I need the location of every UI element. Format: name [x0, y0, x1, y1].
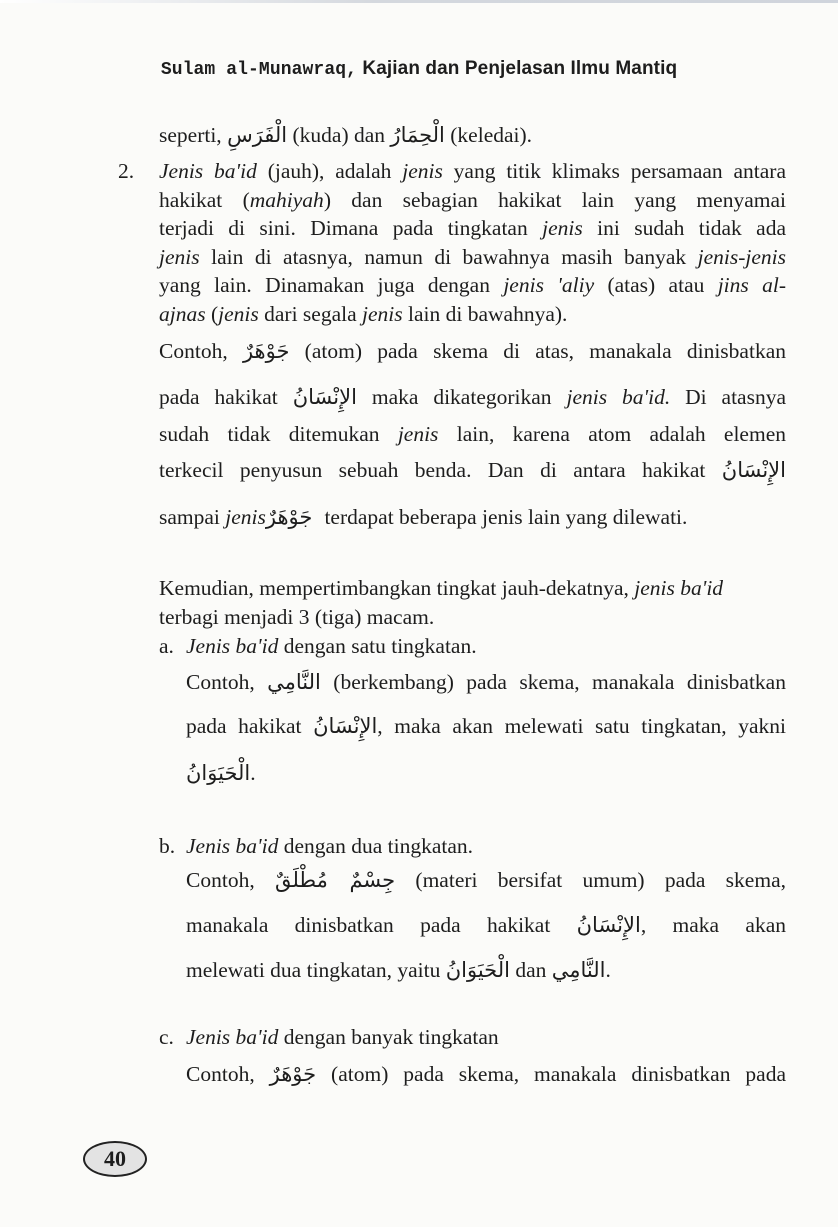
text-line: ajnas (jenis dari segala jenis lain di bawahnya).	[159, 302, 568, 326]
text-line: Contoh, جَوْهَرٌ (atom) pada skema, manakala dinisbatkan pada	[186, 1062, 786, 1086]
text-line: yang lain. Dinamakan juga dengan jenis 'aliy (atas) atau jins al-	[159, 273, 786, 297]
text-line: الْحَيَوَانُ.	[186, 761, 256, 785]
list-number: 2.	[118, 159, 135, 183]
sublist-heading: Jenis ba'id dengan banyak tingkatan	[186, 1025, 499, 1049]
arabic-term: جَوْهَرٌ	[269, 1062, 317, 1086]
sublist-heading: Jenis ba'id dengan satu tingkatan.	[186, 634, 477, 658]
arabic-term: الإِنْسَانُ	[313, 714, 378, 738]
text-line: manakala dinisbatkan pada hakikat الإِنْسَانُ, maka akan	[186, 913, 786, 937]
text-line: melewati dua tingkatan, yaitu الْحَيَوَانُ dan النَّامِي.	[186, 958, 611, 982]
arabic-term: جَوْهَرٌ	[265, 505, 320, 529]
text-line: Contoh, جِسْمٌ مُطْلَقٌ (materi bersifat umum) pada skema,	[186, 868, 786, 892]
page-number: 40	[83, 1141, 147, 1177]
sublist-heading: Jenis ba'id dengan dua tingkatan.	[186, 834, 474, 858]
text-line: hakikat (mahiyah) dan sebagian hakikat lain yang menyamai	[159, 188, 786, 212]
text-line: pada hakikat الإِنْسَانُ, maka akan melewati satu tingkatan, yakni	[186, 714, 786, 738]
text-line: Kemudian, mempertimbangkan tingkat jauh-dekatnya, jenis ba'id	[159, 576, 724, 600]
text-line: terkecil penyusun sebuah benda. Dan di antara hakikat الإِنْسَانُ	[159, 458, 786, 482]
list-letter: a.	[159, 634, 174, 658]
top-rule	[0, 0, 838, 3]
text-line: terjadi di sini. Dimana pada tingkatan jenis ini sudah tidak ada	[159, 216, 786, 240]
arabic-term: الْفَرَسِ	[227, 123, 288, 147]
list-letter: b.	[159, 834, 176, 858]
text-line: jenis lain di atasnya, namun di bawahnya masih banyak jenis-jenis	[159, 245, 786, 269]
arabic-term: الإِنْسَانُ	[576, 913, 641, 937]
arabic-term: الْحَيَوَانُ	[186, 761, 251, 785]
text-line: sampai jenis جَوْهَرٌ terdapat beberapa jenis lain yang dilewati.	[159, 505, 688, 529]
arabic-term: جَوْهَرٌ	[242, 339, 290, 363]
running-head	[0, 58, 838, 80]
arabic-term: الإِنْسَانُ	[721, 458, 786, 482]
arabic-term: النَّامِي	[551, 958, 606, 982]
arabic-term: النَّامِي	[267, 670, 321, 694]
text-line: Contoh, جَوْهَرٌ (atom) pada skema di atas, manakala dinisbatkan	[159, 339, 786, 363]
text-line: Jenis ba'id (jauh), adalah jenis yang titik klimaks persamaan antara	[159, 159, 787, 183]
running-head-subtitle: Kajian dan Penjelasan Ilmu Mantiq	[357, 58, 678, 79]
arabic-term: الْحِمَارُ	[390, 123, 445, 147]
arabic-term: الْحَيَوَانُ	[445, 958, 510, 982]
arabic-term: جِسْمٌ مُطْلَقٌ	[274, 868, 396, 892]
running-head-book-title: Sulam al-Munawraq,	[160, 60, 358, 80]
text-line: sudah tidak ditemukan jenis lain, karena atom adalah elemen	[159, 422, 786, 446]
text-line: Contoh, النَّامِي (berkembang) pada skema, manakala dinisbatkan	[186, 670, 786, 694]
arabic-term: الإِنْسَانُ	[292, 385, 357, 409]
text-line: terbagi menjadi 3 (tiga) macam.	[159, 605, 435, 629]
text-line: pada hakikat الإِنْسَانُ maka dikategorikan jenis ba'id. Di atasnya	[159, 385, 787, 409]
list-letter: c.	[159, 1025, 174, 1049]
text-line: seperti, الْفَرَسِ (kuda) dan الْحِمَارُ (keledai).	[159, 123, 533, 147]
